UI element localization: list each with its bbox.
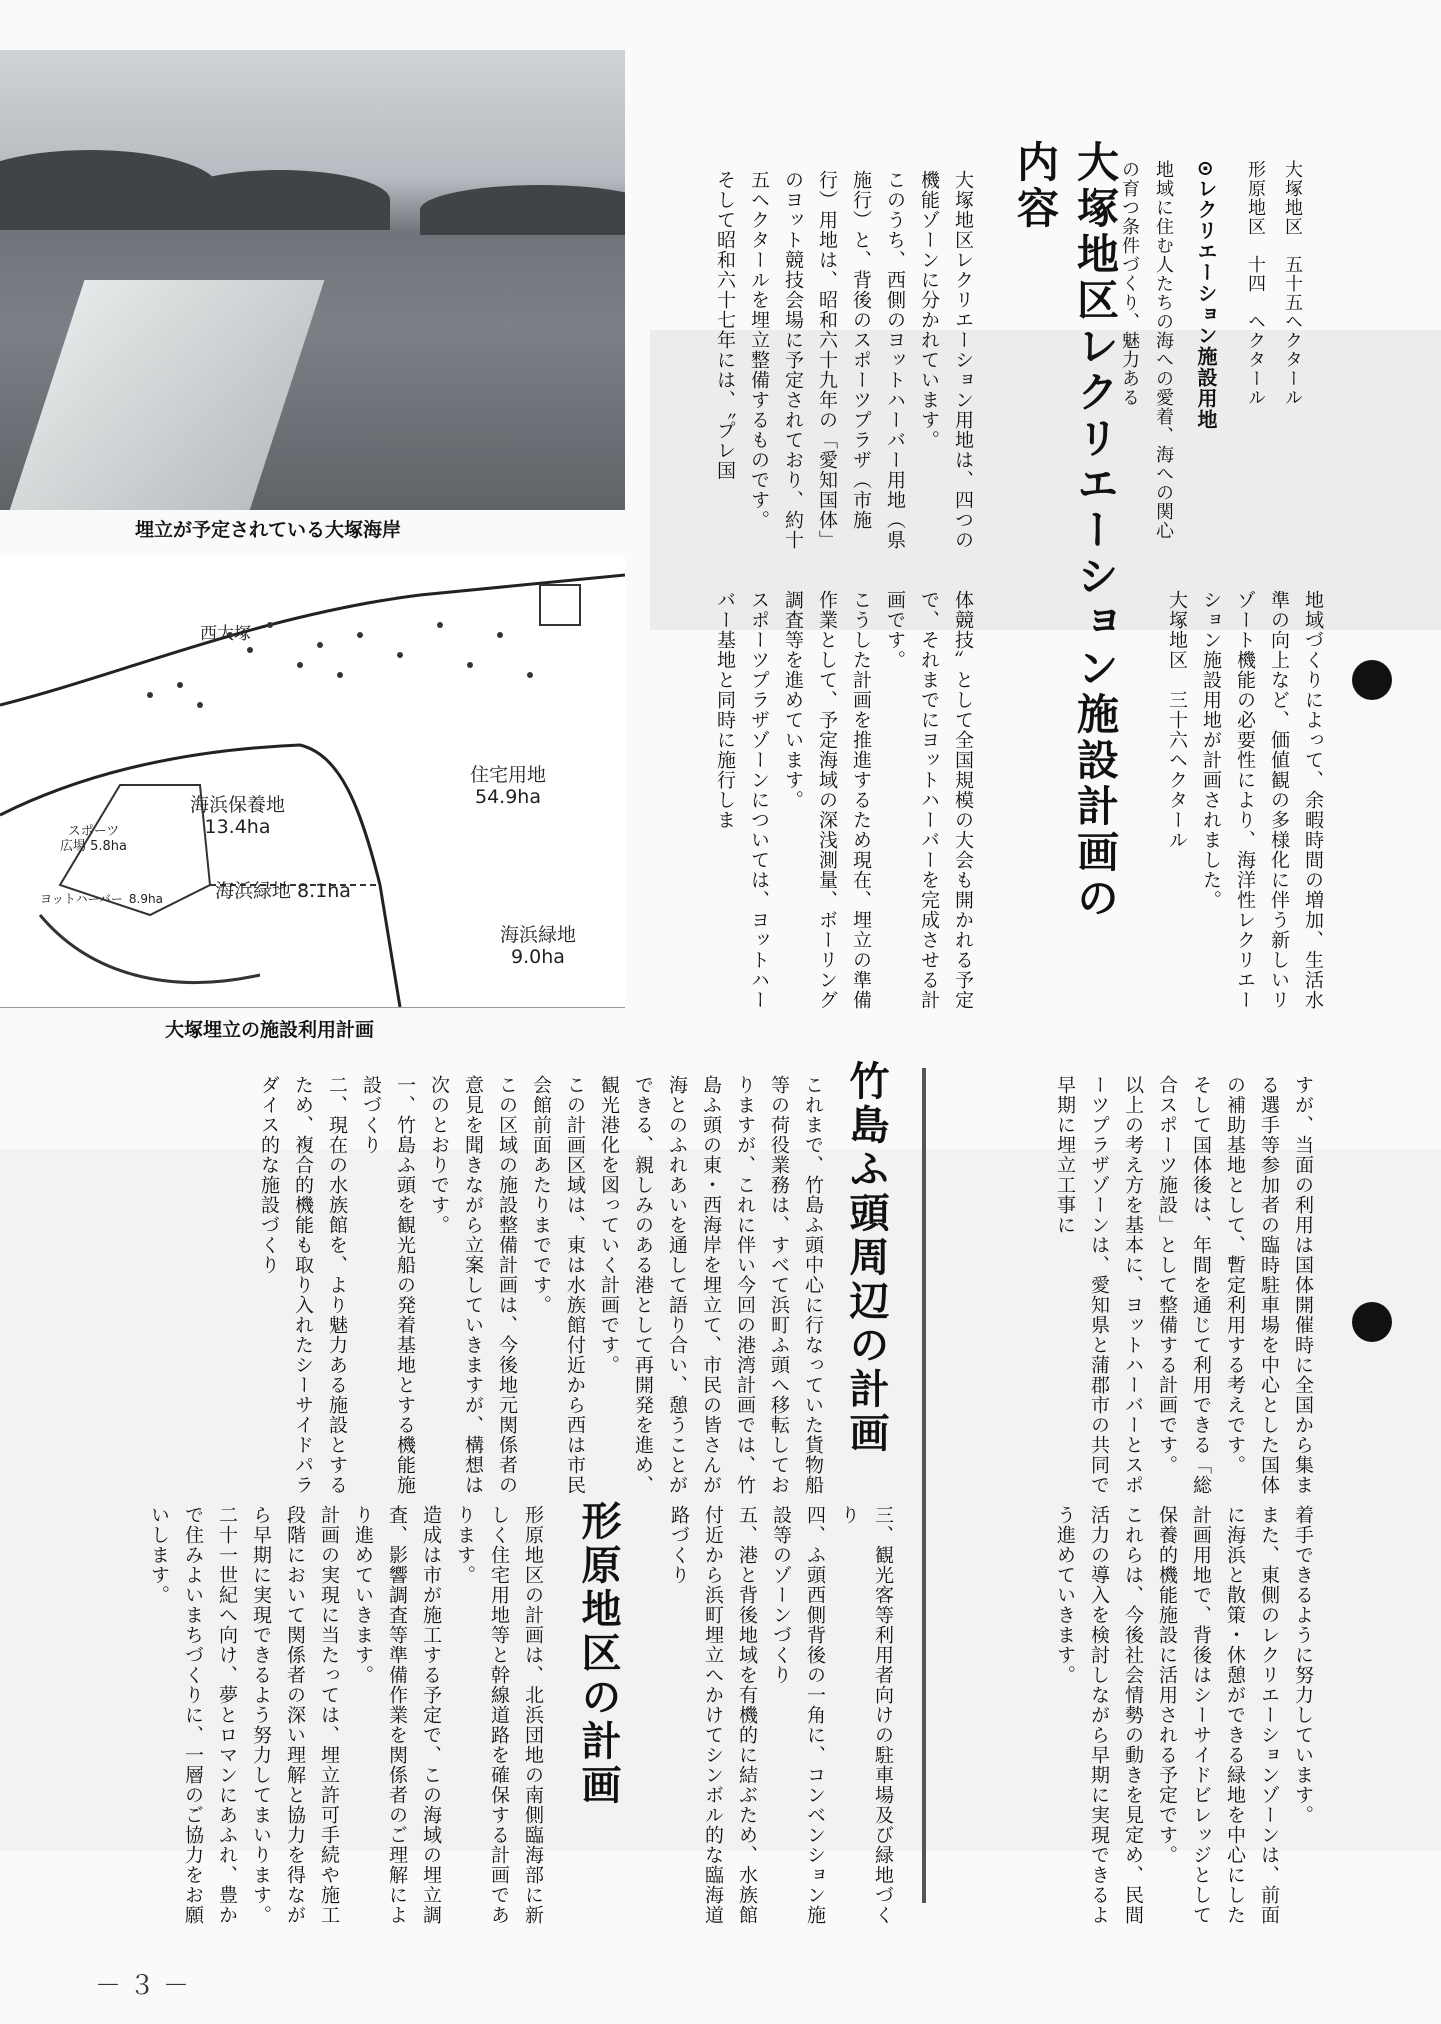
- photo-caption: 埋立が予定されている大塚海岸: [135, 519, 402, 541]
- section1-title: 大塚地区レクリエーション施設計画の内容: [1011, 140, 1120, 922]
- section1-mid-text: 体競技〟として全国規模の大会も開かれる予定で、それまでにヨットハーバーを完成させる計画です。 こうした計画を推進するため現在、埋立の準備作業として、予定海域の深浅測量、ボーリング調査等を進めています。 スポーツプラザゾーンについては、ヨットハーバー基地と同時に施行しま: [714, 590, 974, 1010]
- hill: [420, 185, 625, 235]
- section2-title: 竹島ふ頭周辺の計画: [843, 1060, 890, 1456]
- section2-text: これまで、竹島ふ頭中心に行なっていた貨物船等の荷役業務は、すべて浜町ふ頭へ移転しておりますが、これに伴い今回の港湾計画では、竹島ふ頭の東・西海岸を埋立て、市民の皆さんが海とのふれあいを通して語り合い、憩うことができる、親しみのある港として再開発を進め、観光港化を図っていく計画です。 この計画区域は、東は水族館付近から西は市民会館前面あたりまでです。 この区域の施設整備計画は、今後地元関係者の意見を聞きながら立案していきますが、構想は次のとおりです。 一、竹島ふ頭を観光船の発着基地とする機能施設づくり 二、現在の水族館を、より魅力ある施設とするため、複合的機能も取り入れたシーサイドパラダイス的な施設づくり: [258, 1075, 824, 1495]
- section1-mid-right: すが、当面の利用は国体開催時に全国から集まる選手等参加者の臨時駐車場を中心とした国体の補助基地として、暫定利用する考えです。 そして国体後は、年間を通じて利用できる「総合スポーツ施設」として整備する計画です。 以上の考え方を基本に、ヨットハーバーとスポーツプラザゾーンは、愛知県と蒲郡市の共同で早期に埋立工事に: [1054, 1075, 1314, 1495]
- map-label-name: 海浜緑地: [215, 880, 292, 902]
- map-label-green1: [215, 881, 351, 903]
- map-label-sports: [60, 825, 127, 855]
- map-label-resort: [190, 795, 285, 839]
- map-caption: 大塚埋立の施設利用計画: [165, 1019, 375, 1041]
- land-use-map: [0, 555, 625, 1008]
- recreation-subtitle: ⊙レクリエーション施設用地: [1194, 160, 1218, 430]
- map-label-area: 9.0ha: [511, 945, 565, 968]
- map-label-green2: [500, 925, 576, 969]
- intro-area-otsuka: 大塚地区 五十五ヘクタール: [1282, 160, 1303, 407]
- map-label-area: 広場 5.8ha: [60, 838, 128, 854]
- hill: [170, 170, 390, 230]
- map-place-label: 西大塚: [200, 624, 251, 644]
- section3-text: 形原地区の計画は、北浜団地の南側臨海部に新しく住宅用地等と幹線道路を確保する計画であります。 造成は市が施工する予定で、この海域の埋立調査、影響調査等準備作業を関係者のご理解により進めていきます。 計画の実現に当たっては、埋立許可手続や施工段階において関係者の深い理解と協力を得ながら早期に実現できるよう努力してまいります。 二十一世紀へ向け、夢とロマンにあふれ、豊かで住みよいまちづくりに、一層のご協力をお願いします。: [148, 1505, 544, 1925]
- coast-photo: [0, 50, 625, 510]
- intro-area-katahara: 形原地区 十四 ヘクタール: [1245, 160, 1266, 407]
- map-label-name: 海浜保養地: [190, 794, 286, 816]
- map-label-name: 海浜緑地: [500, 924, 577, 946]
- map-label-name: スポーツ: [67, 824, 120, 839]
- section2-list: 三、観光客等利用者向けの駐車場及び緑地づくり 四、ふ頭西側背後の一角に、コンベンション施設等のゾーンづくり 五、港と背後地域を有機的に結ぶため、水族館付近から浜町埋立へかけてシンボル的な臨海道路づくり: [668, 1505, 894, 1925]
- bullet-dot: [1352, 660, 1392, 700]
- section3-title: 形原地区の計画: [575, 1500, 622, 1808]
- section1-right-text: 地域づくりによって、余暇時間の増加、生活水準の向上など、価値観の多様化に伴う新しいリゾート機能の必要性により、海洋性レクリエーション施設用地が計画されました。 大塚地区 三十六ヘクタール: [1166, 590, 1324, 1010]
- section1-bottom-right: 着手できるように努力しています。 また、東側のレクリエーションゾーンは、前面に海浜と散策・休憩ができる緑地を中心にした計画用地で、背後はシーサイドビレッジとして保養的機能施設に活用される予定です。 これらは、今後社会情勢の動きを見定め、民間活力の導入を検討しながら早期に実現できるよう進めていきます。: [1054, 1505, 1314, 1925]
- map-label-residential: [470, 765, 546, 809]
- intro-text: 地域に住む人たちの海への愛着、海への関心の育つ条件づくり、魅力ある: [1119, 160, 1174, 540]
- map-label-name: ヨットハーバー: [40, 892, 123, 906]
- map-label-area: 54.9ha: [475, 785, 541, 808]
- bullet-dot: [1352, 1302, 1392, 1342]
- column-divider: [922, 1068, 926, 1903]
- map-label-area: 8.9ha: [128, 892, 163, 906]
- map-label-yacht: [40, 893, 163, 907]
- page-number: －３－: [95, 1971, 198, 2001]
- map-label-name: 住宅用地: [470, 764, 547, 786]
- section1-top-text: 大塚地区レクリエーション用地は、四つの機能ゾーンに分かれています。 このうち、西側のヨットハーバー用地（県施行）と、背後のスポーツプラザ（市施行）用地は、昭和六十九年の「愛知国体」のヨット競技会場に予定されており、約十五ヘクタールを埋立整備するものです。 そして昭和六十七年には、〝プレ国: [714, 170, 974, 550]
- seawall: [0, 280, 324, 510]
- map-label-area: 13.4ha: [204, 815, 271, 838]
- map-label-area: 8.1ha: [297, 880, 351, 902]
